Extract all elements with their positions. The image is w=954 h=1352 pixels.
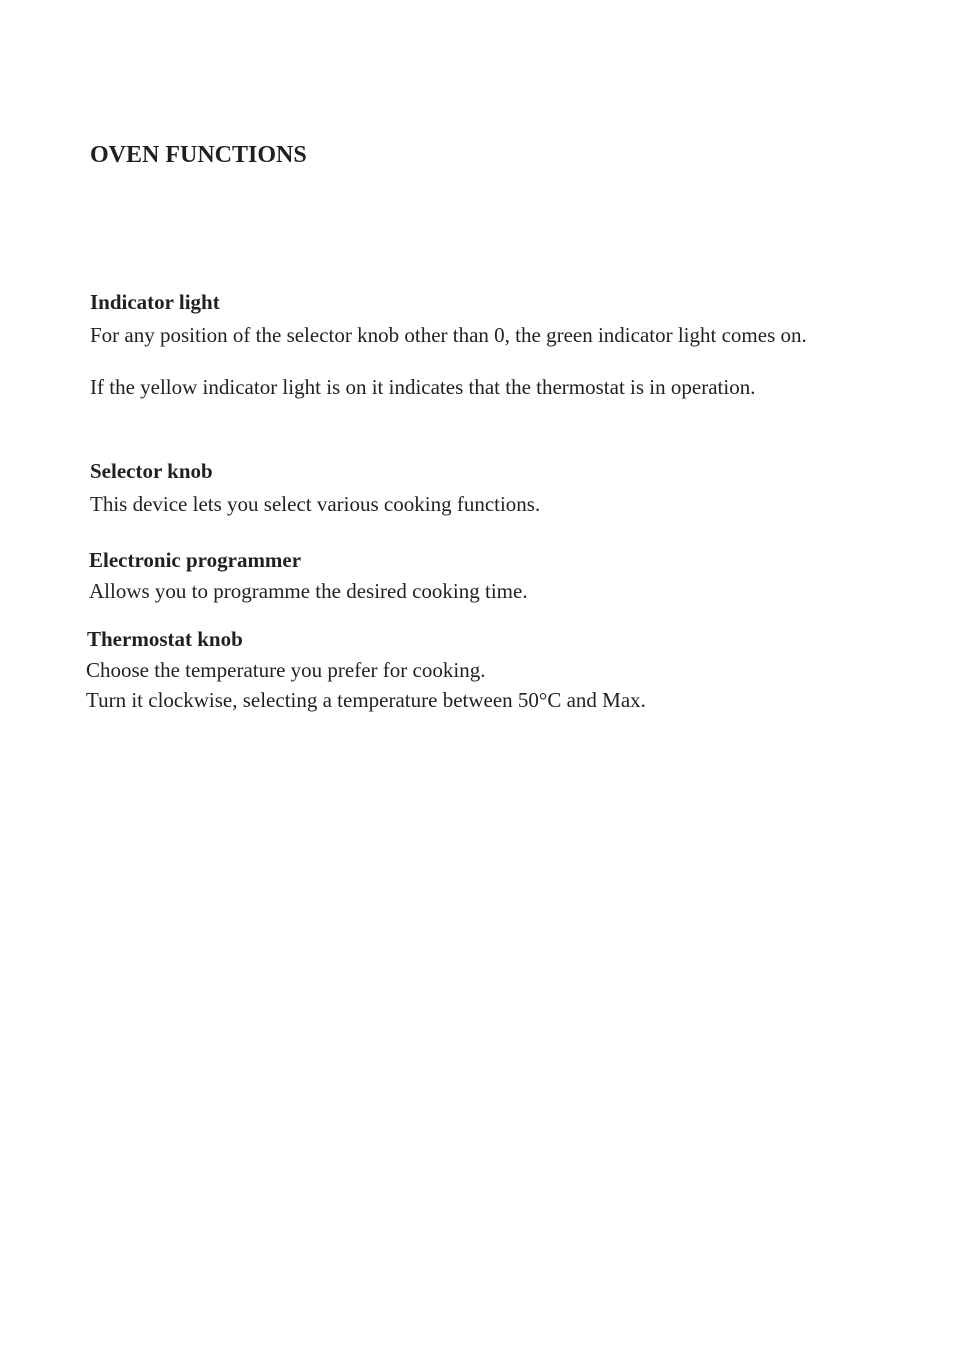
selector-knob-text: This device lets you select various cooking functions.: [90, 492, 541, 516]
thermostat-knob-text-turn: Turn it clockwise, selecting a temperature between 50°C and Max.: [86, 688, 646, 712]
page-title: OVEN FUNCTIONS: [90, 142, 307, 168]
electronic-programmer-text: Allows you to programme the desired cooking time.: [89, 579, 528, 603]
section-heading-thermostat-knob: Thermostat knob: [87, 627, 243, 651]
thermostat-knob-text-choose: Choose the temperature you prefer for cooking.: [86, 658, 486, 682]
section-heading-electronic-programmer: Electronic programmer: [89, 548, 302, 572]
section-heading-indicator-light: Indicator light: [90, 290, 220, 314]
section-heading-selector-knob: Selector knob: [90, 459, 213, 483]
indicator-light-text-green: For any position of the selector knob other than 0, the green indicator light comes on.: [90, 323, 807, 347]
indicator-light-text-yellow: If the yellow indicator light is on it indicates that the thermostat is in operation.: [90, 375, 756, 399]
